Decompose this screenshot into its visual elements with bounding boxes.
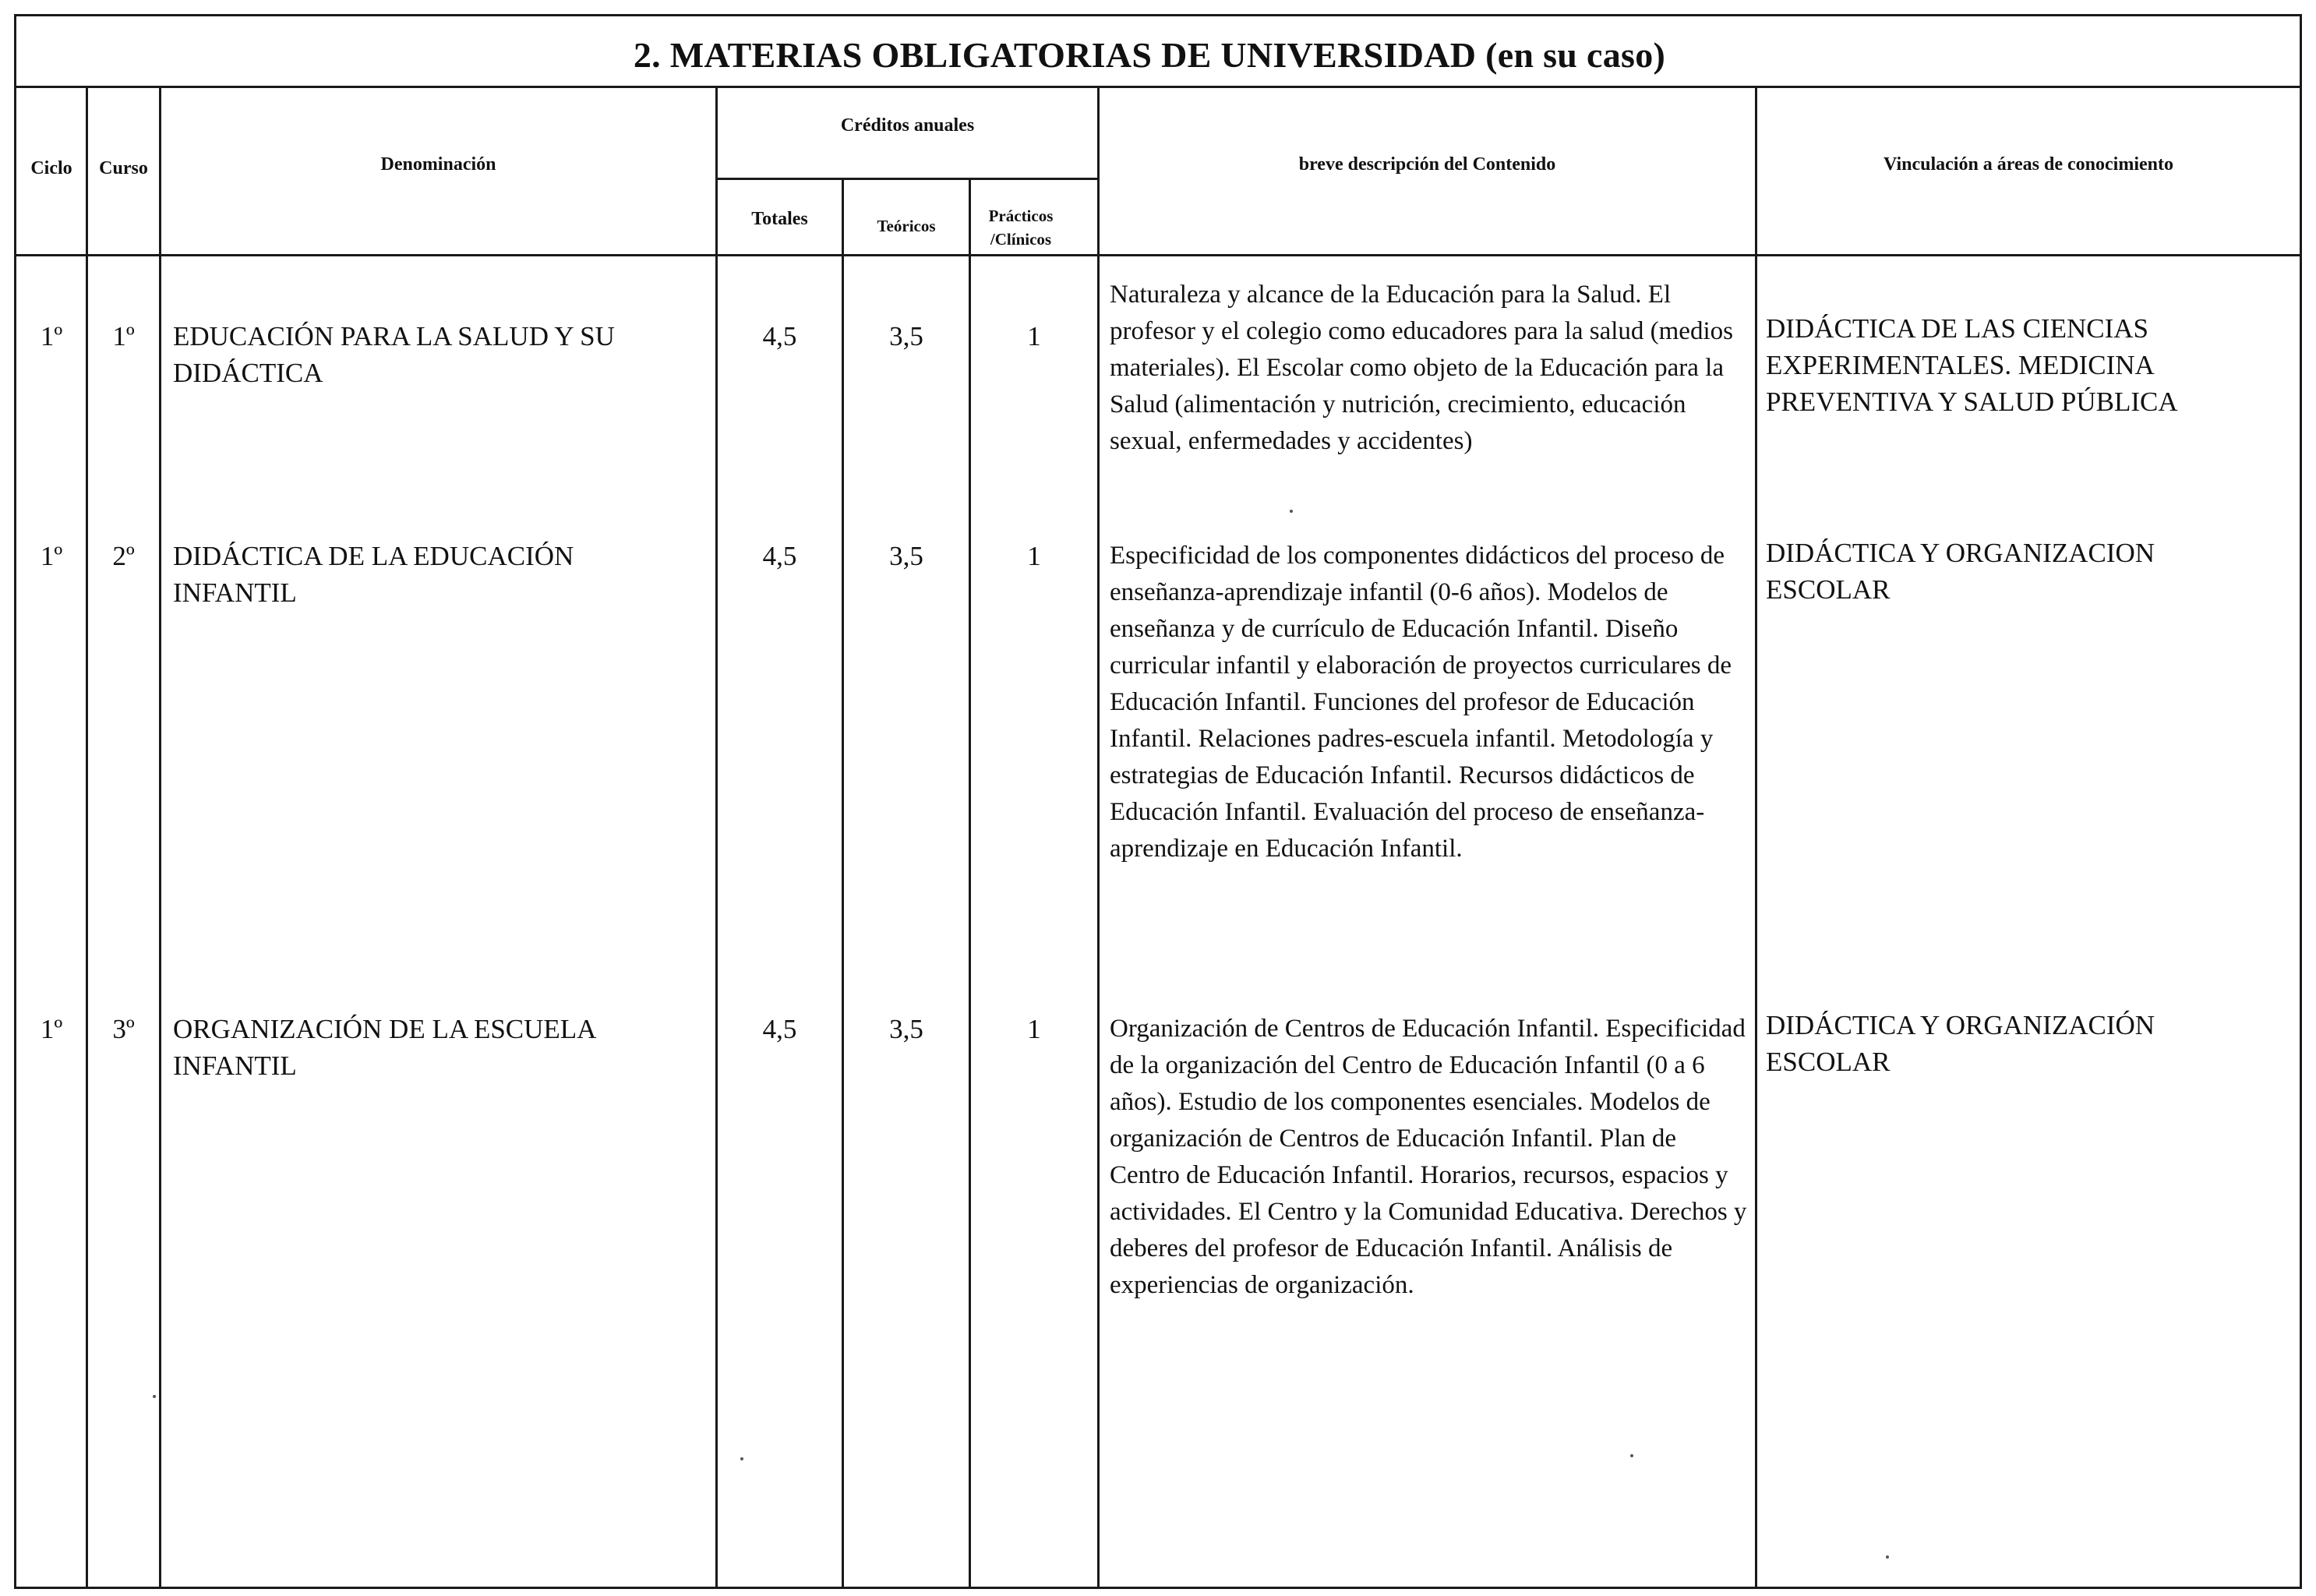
scan-speck <box>1630 1454 1633 1457</box>
row1-totales: 4,5 <box>762 321 797 351</box>
row2-totales: 4,5 <box>762 541 797 571</box>
scan-speck <box>740 1457 743 1460</box>
column-divider-curso <box>159 86 161 1589</box>
header-totales: Totales <box>751 209 808 229</box>
row3-descripcion: Organización de Centros de Educación Infantil. Especificidad de la organización del Centro de Educación Infantil (0 a 6 años). Estudio de los componentes esenciales. Modelos de organización de Centros de Educación Infantil. Plan de Centro de Educación Infantil. Horarios, recursos, espacios y actividades. El Centro y la Comunidad Educativa. Derechos y deberes del profesor de Educación Infantil. Análisis de experiencias de organización. <box>1110 1015 1747 1299</box>
row2-vinculacion: DIDÁCTICA Y ORGANIZACION ESCOLAR <box>1766 538 2155 605</box>
column-divider-ciclo <box>86 86 88 1589</box>
scan-speck <box>1290 510 1293 513</box>
row2-teoricos: 3,5 <box>889 541 923 571</box>
header-vinculacion: Vinculación a áreas de conocimiento <box>1884 154 2173 175</box>
page-title: 2. MATERIAS OBLIGATORIAS DE UNIVERSIDAD (en su caso) <box>633 35 1666 75</box>
table-top-border <box>14 14 2302 16</box>
row2-descripcion: Especificidad de los componentes didácticos del proceso de enseñanza-aprendizaje infantil (0-6 años). Modelos de enseñanza y de currículo de Educación Infantil. Diseño curricular infantil y elaboración de proyectos curriculares de Educación Infantil. Funciones del profesor de Educación Infantil. Relaciones padres-escuela infantil. Metodología y estrategias de Educación Infantil. Recursos didácticos de Educación Infantil. Evaluación del proceso de enseñanza-aprendizaje en Educación Infantil. <box>1110 542 1732 863</box>
row3-vinculacion: DIDÁCTICA Y ORGANIZACIÓN ESCOLAR <box>1766 1010 2155 1077</box>
table-left-border <box>14 14 16 1589</box>
row2-curso: 2º <box>112 541 135 571</box>
header-ciclo: Ciclo <box>30 158 72 178</box>
header-creditos-anuales: Créditos anuales <box>840 115 975 136</box>
row1-denominacion: EDUCACIÓN PARA LA SALUD Y SU DIDÁCTICA <box>173 321 615 388</box>
row1-ciclo: 1º <box>40 321 63 351</box>
credits-subheader-divider <box>715 178 1097 180</box>
column-divider-descripcion <box>1755 86 1757 1589</box>
title-divider <box>14 86 2302 88</box>
row3-teoricos: 3,5 <box>889 1014 923 1044</box>
row3-ciclo: 1º <box>40 1014 63 1044</box>
row1-descripcion: Naturaleza y alcance de la Educación para la Salud. El profesor y el colegio como educadores para la salud (medios materiales). El Escolar como objeto de la Educación para la Salud (alimentación y nutrición, crecimiento, educación sexual, enfermedades y accidentes) <box>1110 281 1733 455</box>
row2-denominacion: DIDÁCTICA DE LA EDUCACIÓN INFANTIL <box>173 541 574 608</box>
table-right-border <box>2300 14 2302 1589</box>
header-bottom-border <box>14 254 2302 256</box>
row3-practicos: 1 <box>1027 1014 1041 1044</box>
header-practicos-clinicos: Prácticos /Clínicos <box>988 207 1054 249</box>
column-divider-teoricos <box>969 178 971 1589</box>
header-denominacion: Denominación <box>380 154 496 175</box>
row2-ciclo: 1º <box>40 541 63 571</box>
row3-denominacion: ORGANIZACIÓN DE LA ESCUELA INFANTIL <box>173 1014 595 1081</box>
column-divider-creditos <box>1097 86 1100 1589</box>
scan-speck <box>1886 1555 1889 1559</box>
header-descripcion: breve descripción del Contenido <box>1298 154 1556 175</box>
scan-speck <box>153 1395 156 1398</box>
row1-practicos: 1 <box>1027 321 1041 351</box>
row3-totales: 4,5 <box>762 1014 797 1044</box>
column-divider-denominacion <box>715 86 718 1589</box>
row1-curso: 1º <box>112 321 135 351</box>
header-curso: Curso <box>99 158 148 178</box>
row1-vinculacion: DIDÁCTICA DE LAS CIENCIAS EXPERIMENTALES. MEDICINA PREVENTIVA Y SALUD PÚBLICA <box>1766 313 2178 417</box>
column-divider-totales <box>842 178 844 1589</box>
row1-teoricos: 3,5 <box>889 321 923 351</box>
header-teoricos: Teóricos <box>877 217 936 235</box>
row3-curso: 3º <box>112 1014 135 1044</box>
table-bottom-border <box>14 1587 2302 1589</box>
row2-practicos: 1 <box>1027 541 1041 571</box>
